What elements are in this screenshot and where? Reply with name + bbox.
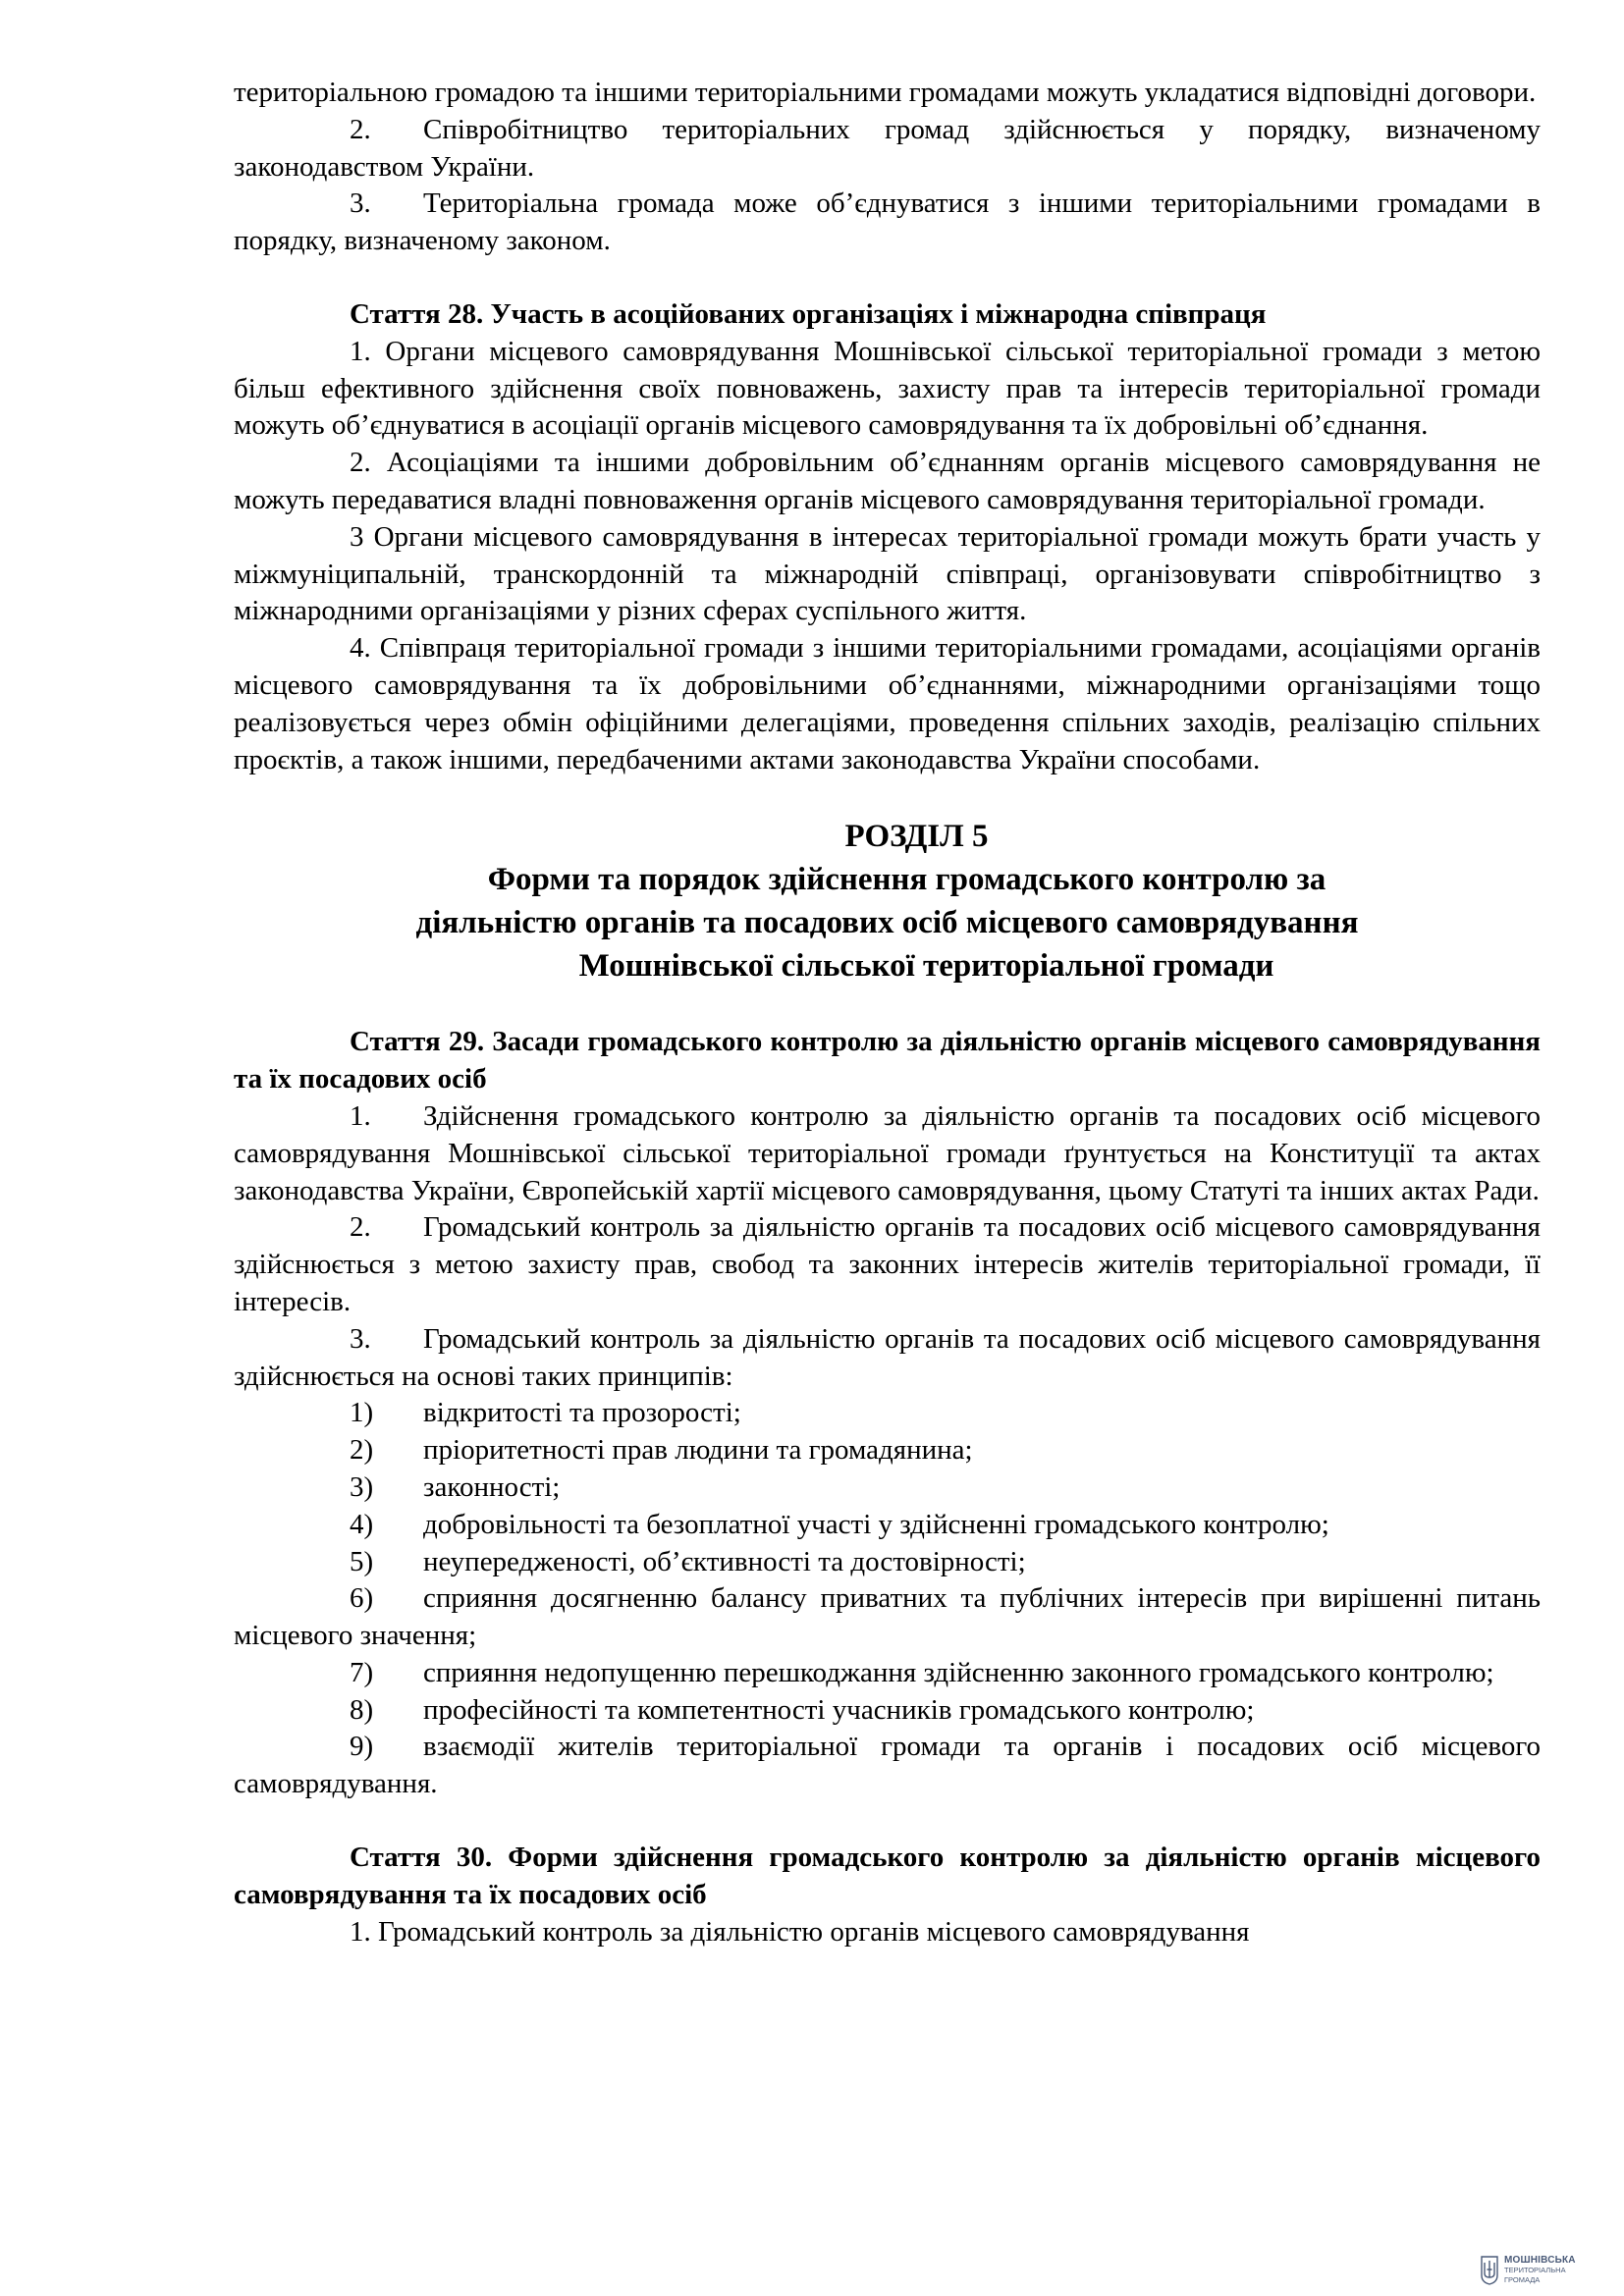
paragraph: 1. Органи місцевого самоврядування Мошнівської сільської територіальної громади з метою більш ефективного здійснення своїх повноважень, захисту прав та інтересів територіальної громади можуть об’єднуватися в асоціації органів місцевого самоврядування та їх добровільні об’єднання. (234, 335, 1541, 442)
numbered-paragraph: 3. Громадський контроль за діяльністю органів та посадових осіб місцевого самоврядування здійснюється на основі таких принципів: (234, 1322, 1541, 1392)
paragraph: 1. Громадський контроль за діяльністю органів місцевого самоврядування (350, 1915, 1250, 1948)
list-item: 1) відкритості та прозорості; (350, 1397, 741, 1429)
list-item: 3) законності; (350, 1470, 561, 1503)
section-title-line: Мошнівської сільської територіальної громади (578, 948, 1274, 985)
section-title-line: діяльністю органів та посадових осіб місцевого самоврядування (415, 905, 1359, 941)
article-29-items (234, 1098, 1541, 1395)
list-item: 4) добровільності та безоплатної участі у здійсненні громадського контролю; (350, 1508, 1329, 1540)
list-item: 2) пріоритетності прав людини та громадянина; (350, 1434, 973, 1467)
list-item: 6) сприяння досягненню балансу приватних та публічних інтересів при вирішенні питань місцевого значення; (234, 1582, 1541, 1652)
list-item: 5) неупередженості, об’єктивності та достовірності; (350, 1545, 1026, 1577)
list-item: 9) взаємодії жителів територіальної громади та органів і посадових осіб місцевого самоврядування. (234, 1731, 1541, 1800)
trident-emblem-icon (1481, 2256, 1498, 2285)
document-page (234, 75, 1541, 1950)
principles-list (234, 1395, 1541, 1803)
article-28-title: Стаття 28. Участь в асоційованих організаціях і міжнародна співпраця (350, 297, 1267, 330)
logo-text: МОШНІВСЬКА ТЕРИТОРІАЛЬНА ГРОМАДА (1504, 2254, 1576, 2284)
community-logo (1481, 2248, 1618, 2292)
paragraph: територіальною громадою та іншими територіальними громадами можуть укладатися відповідні договори. (234, 77, 1537, 108)
paragraph: 4. Співпраця територіальної громади з іншими територіальними громадами, асоціаціями органів місцевого самоврядування та їх добровільними об’єднаннями, міжнародними організаціями тощо реалізовується через обмін офіційними делегаціями, проведення спільних заходів, реалізацію спільних проєктів, а також іншими, передбаченими актами законодавства України способами. (234, 632, 1541, 775)
section-number: РОЗДІЛ 5 (844, 819, 989, 855)
list-item: 8) професійності та компетентності учасників громадського контролю; (350, 1693, 1255, 1726)
section-heading (234, 815, 1541, 988)
paragraph: 2. Асоціаціями та іншими добровільним об’єднанням органів місцевого самоврядування не можуть передаватися владні повноваження органів місцевого самоврядування територіальної громади. (234, 447, 1541, 515)
paragraph: 3 Органи місцевого самоврядування в інтересах територіальної громади можуть брати участь у міжмуніципальній, транскордонній та міжнародній співпраці, організовувати співробітництво з міжнародними організаціями у різних сферах суспільного життя. (234, 520, 1541, 627)
section-title-line: Форми та порядок здійснення громадського контролю за (487, 862, 1326, 898)
list-item: 7) сприяння недопущенню перешкоджання здійсненню законного громадського контролю; (350, 1656, 1494, 1688)
numbered-paragraph: 1. Здійснення громадського контролю за діяльністю органів та посадових осіб місцевого самоврядування Мошнівської сільської територіальної громади ґрунтується на Конституції та актах законодавства України, Європейській хартії місцевого самоврядування, цьому Статуті та інших актах Ради. (234, 1099, 1541, 1206)
numbered-paragraph: 2. Громадський контроль за діяльністю органів та посадових осіб місцевого самоврядування здійснюється з метою захисту прав, свобод та законних інтересів жителів територіальної громади, її інтересів. (234, 1211, 1541, 1317)
article-30-title: Стаття 30. Форми здійснення громадського контролю за діяльністю органів місцевого самоврядування та їх посадових осіб (234, 1842, 1541, 1910)
numbered-paragraph: 3. Територіальна громада може об’єднуватися з іншими територіальними громадами в порядку, визначеному законом. (234, 187, 1541, 257)
numbered-paragraph: 2. Співробітництво територіальних громад здійснюється у порядку, визначеному законодавством України. (234, 113, 1541, 183)
article-29-title: Стаття 29. Засади громадського контролю за діяльністю органів місцевого самоврядування та їх посадових осіб (234, 1026, 1541, 1095)
